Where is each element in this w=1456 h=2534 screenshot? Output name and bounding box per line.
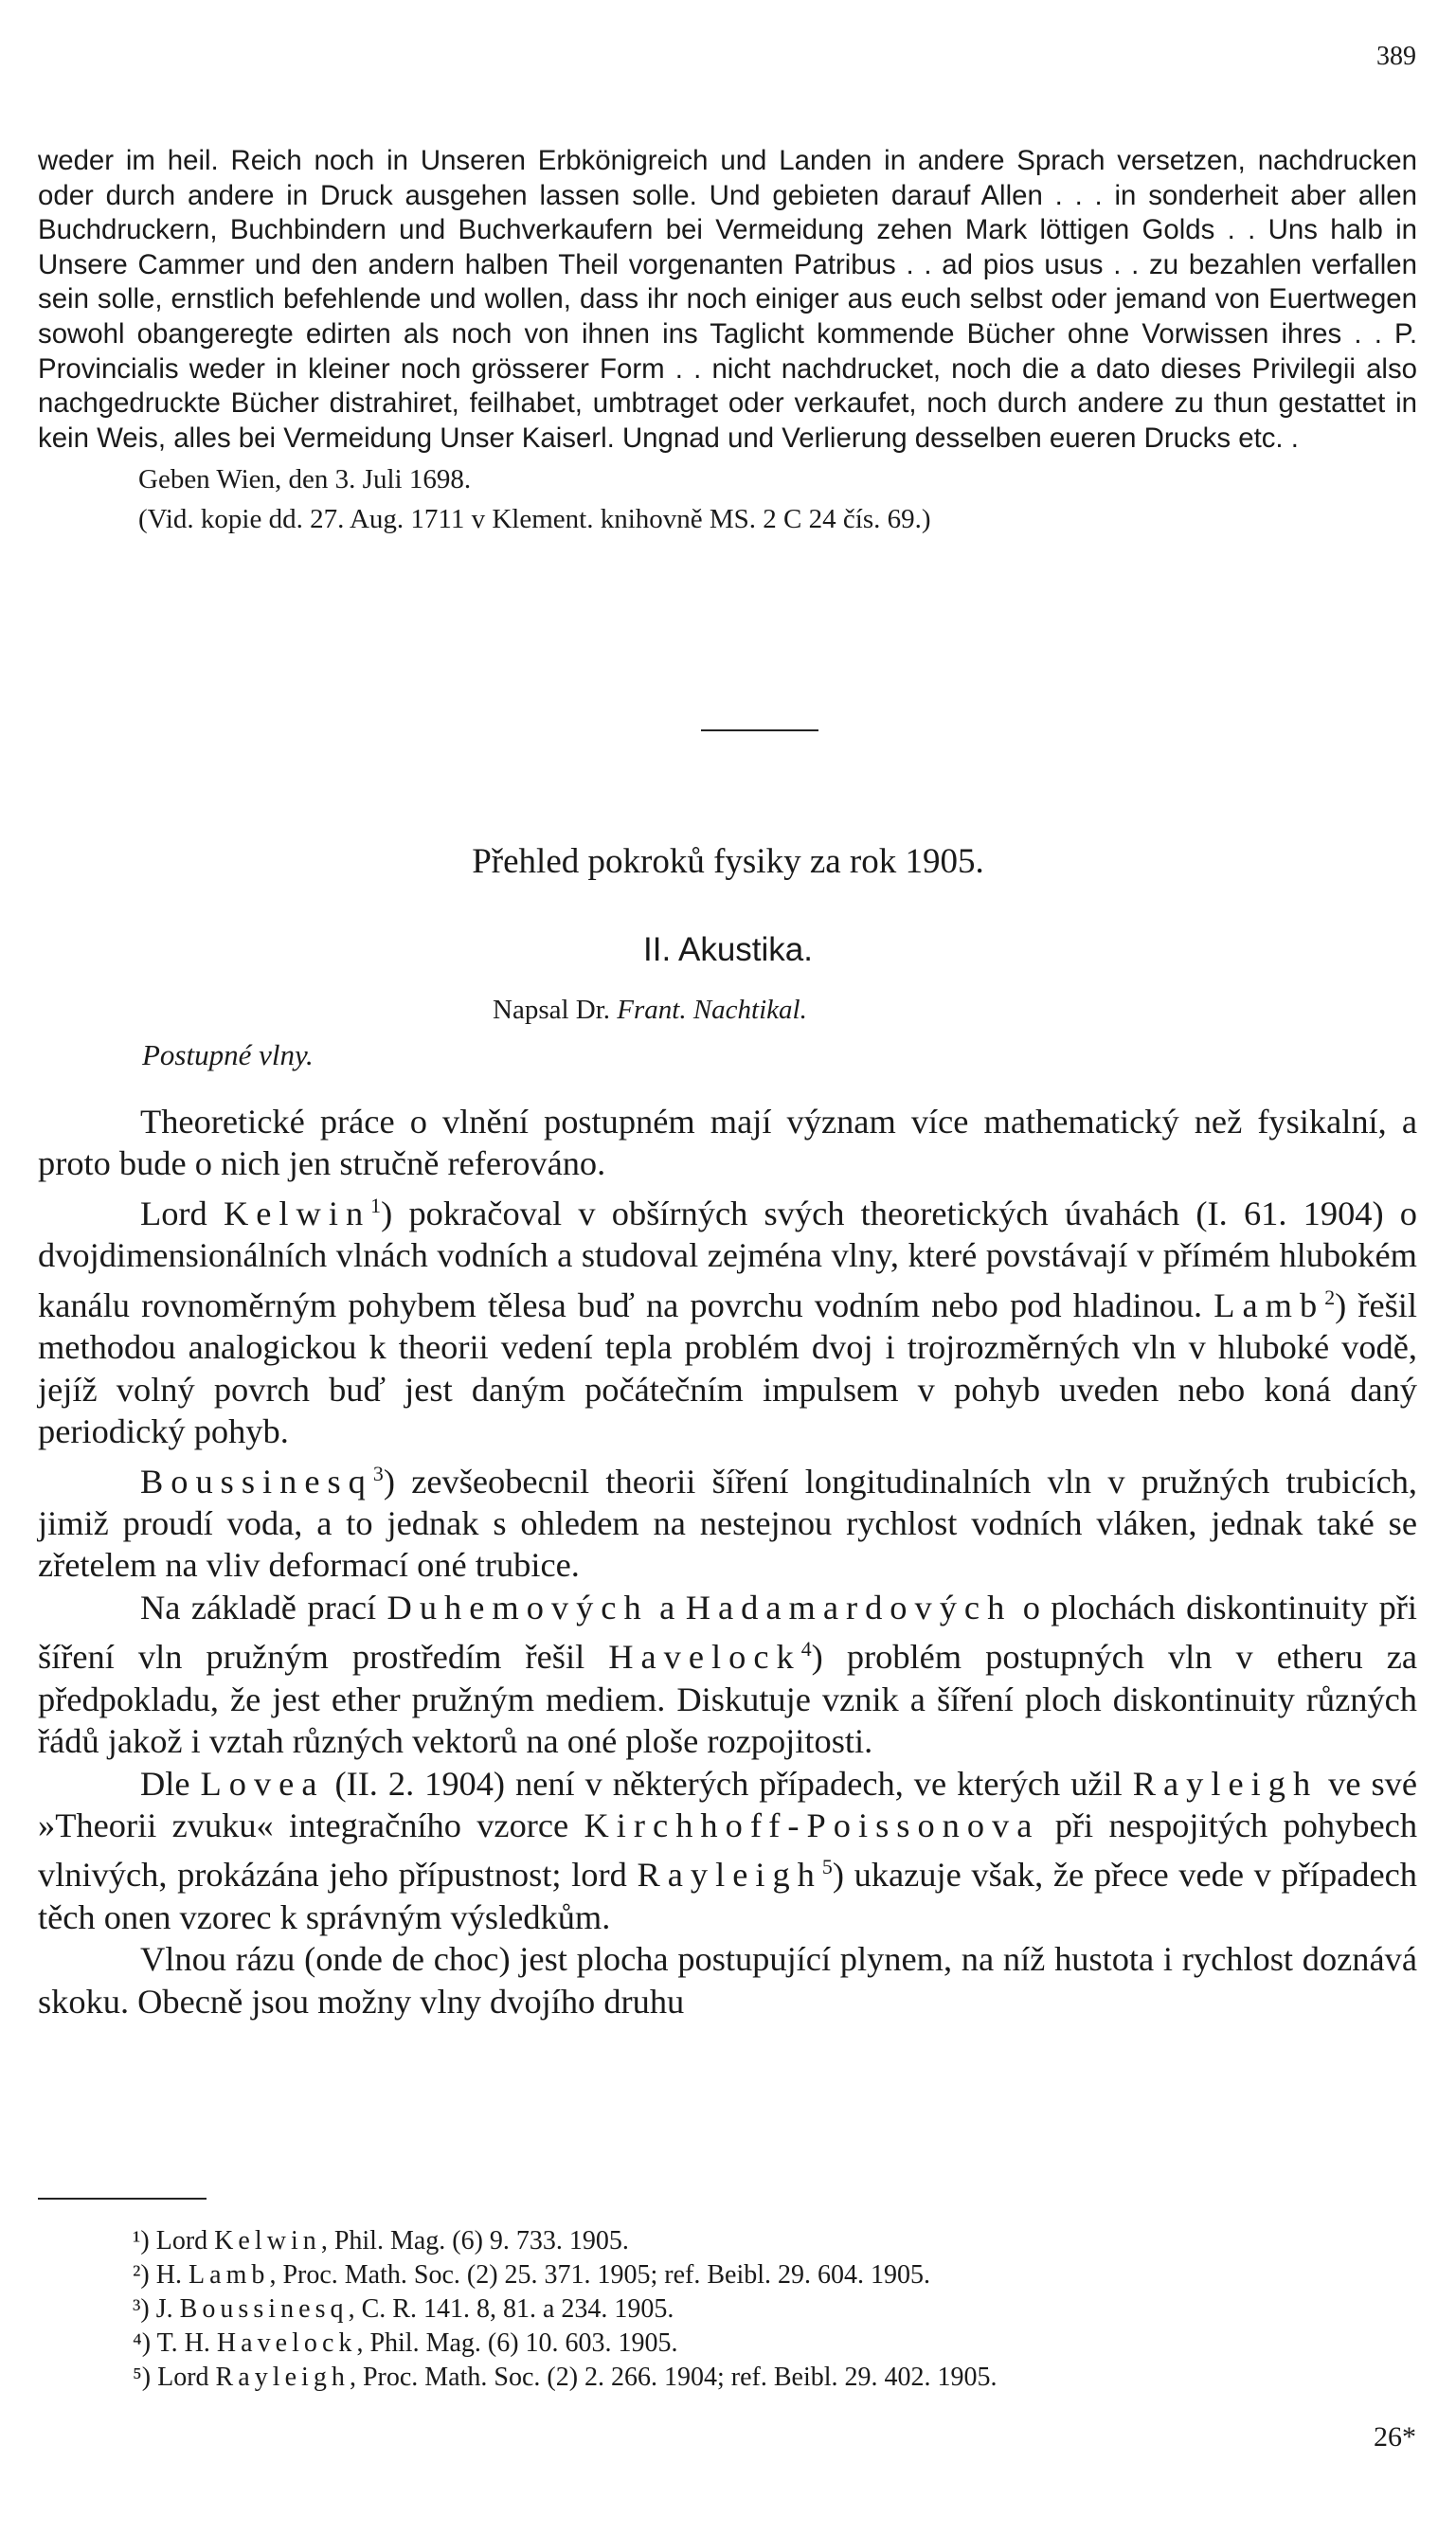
page-number: 389 [1376, 42, 1416, 71]
byline-author: Frant. Nachtikal. [617, 995, 807, 1025]
closing-line-1: Geben Wien, den 3. Juli 1698. [138, 464, 472, 495]
footnote-rule [38, 2198, 207, 2200]
name-rayleigh: Rayleigh [1132, 1764, 1319, 1803]
name-hadamard: Hadamardových [685, 1588, 1013, 1626]
name-lamb: Lamb [1213, 1285, 1325, 1324]
paragraph-3: Boussinesq$^3$) zevšeobecnil theorii šíření longitudinalních vln v pružných trubicích, jimiž proudí voda, a to jednak s ohledem na nestejnou rychlost vodních vláken, jednak také se zřetelem na vliv deformací oné trubice. [38, 1462, 1417, 1585]
section-divider [701, 729, 818, 731]
footnote-1: ¹) Lord Kelwin, Phil. Mag. (6) 9. 733. 1905. [133, 2226, 629, 2255]
article-body [38, 1101, 1417, 2022]
name-kelwin: Kelwin [223, 1194, 371, 1232]
footnotes [133, 2224, 1417, 2395]
name-kirchhoff: Kirchhoff-Poissonova [584, 1806, 1040, 1844]
side-heading: Postupné vlny. [142, 1038, 314, 1071]
paragraph-2: Lord Kelwin$^1$) pokračoval v obšírných svých theoretických úvahách (I. 61. 1904) o dvojdimensionálních vlnách vodních a studoval zejména vlny, které povstávají v přímém hlubokém kanálu rovnoměrným pohybem tělesa buď na povrchu vodním nebo pod hladinou. Lamb$^2$) řešil methodou analogickou k theorii vedení tepla problém dvoj i trojrozměrných vln v hluboké vodě, jejíž volný povrch buď jest daným počátečním impulsem v pohyb uveden nebo koná daný periodický pohyb. [38, 1194, 1418, 1451]
closing-line-2: (Vid. kopie dd. 27. Aug. 1711 v Klement. knihovně MS. 2 C 24 čís. 69.) [138, 504, 931, 535]
name-havelock: Havelock [608, 1638, 801, 1677]
german-paragraph: weder im heil. Reich noch in Unseren Erbkönigreich und Landen in andere Sprach versetzen, nachdrucken oder durch andere in Druck ausgehen lassen solle. Und gebieten darauf Allen . . . in sonderheit aber allen Buchdruckern, Buchbindern und Buchverkaufern bei Vermeidung zehen Mark löttigen Golds . . Uns halb in Unsere Cammer und den andern halben Theil vorgenanten Patribus . . ad pios usus . . zu bezahlen verfallen sein solle, ernstlich befehlende und wollen, dass ihr noch einiger aus euch selbst oder jemand von Euertwegen sowohl obangeregte edirten als noch von ihnen ins Taglicht kommende Bücher ohne Vorwissen ihres . . P. Provincialis weder in kleiner noch grösserer Form . . nicht nachdrucket, noch die a dato dieses Privilegii also nachgedruckte Bücher distrahiret, feilhabet, umbtraget oder verkaufet, noch durch andere zu thun gestattet in kein Weis, alles bei Vermeidung Unser Kaiserl. Ungnad und Verlierung desselben eueren Drucks etc. . [38, 145, 1417, 454]
signature-mark: 26* [1374, 2421, 1416, 2453]
footnote-4: ⁴) T. H. Havelock, Phil. Mag. (6) 10. 603. 1905. [133, 2328, 678, 2358]
footnote-2: ²) H. Lamb, Proc. Math. Soc. (2) 25. 371. 1905; ref. Beibl. 29. 604. 1905. [133, 2260, 931, 2290]
german-privilege-text [38, 144, 1417, 539]
name-boussinesq: Boussinesq [140, 1462, 373, 1501]
byline-prefix: Napsal Dr. [493, 995, 611, 1025]
name-love: Lovea [200, 1764, 325, 1803]
name-rayleigh-2: Rayleigh [637, 1856, 822, 1895]
paragraph-6: Vlnou rázu (onde de choc) jest plocha postupující plynem, na níž hustota i rychlost doznává skoku. Obecně jsou možny vlny dvojího druhu [38, 1940, 1417, 2021]
paragraph-4: Na základě prací Duhemových a Hadamardových o plochách diskontinuity při šíření vln pružným prostředím řešil Havelock$^4$) problém postupných vln v etheru za předpokladu, že jest ether pružným mediem. Diskutuje vznik a šíření ploch diskontinuity různých řádů jakož i vztah různých vektorů na oné ploše rozpojitosti. [38, 1588, 1417, 1761]
footnote-5: ⁵) Lord Rayleigh, Proc. Math. Soc. (2) 2. 266. 1904; ref. Beibl. 29. 402. 1905. [133, 2363, 998, 2392]
section-heading: II. Akustika. [643, 931, 813, 968]
footnote-3: ³) J. Boussinesq, C. R. 141. 8, 81. a 234. 1905. [133, 2294, 674, 2324]
paragraph-1: Theoretické práce o vlnění postupném mají význam více mathematický než fysikalní, a proto bude o nich jen stručně referováno. [38, 1103, 1417, 1183]
paragraph-5: Dle Lovea (II. 2. 1904) není v některých případech, ve kterých užil Rayleigh ve své »Theorii zvuku« integračního vzorce Kirchhoff-Poissonova při nespojitých pohybech vlnivých, prokázána jeho přípustnost; lord Rayleigh$^5$) ukazuje však, že přece vede v případech těch onen vzorec k správným výsledkům. [38, 1764, 1418, 1936]
name-duhem: Duhemových [386, 1588, 649, 1626]
article-title: Přehled pokroků fysiky za rok 1905. [472, 842, 984, 881]
byline [493, 995, 807, 1026]
